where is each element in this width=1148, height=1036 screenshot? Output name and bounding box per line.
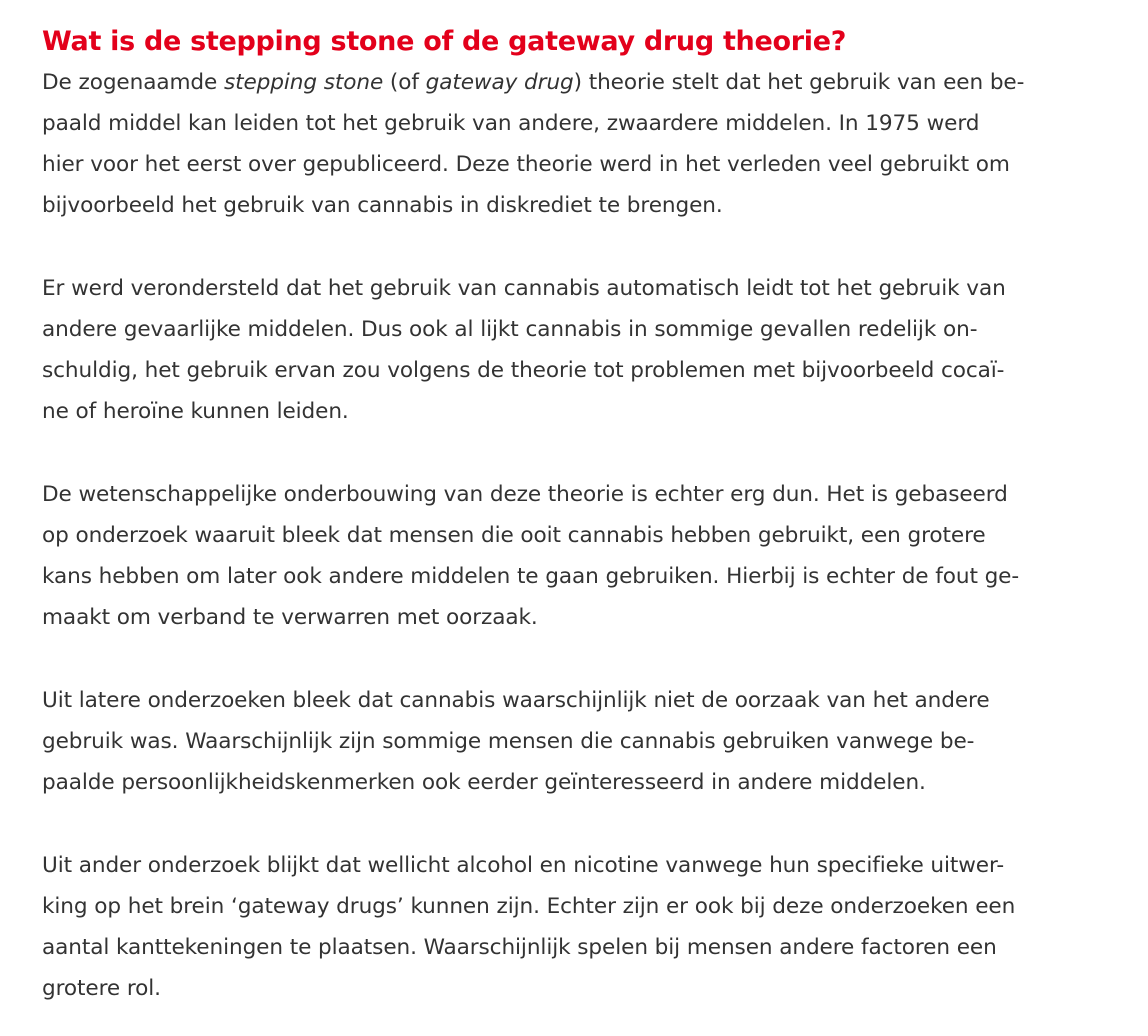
paragraph-line: bijvoorbeeld het gebruik van cannabis in diskrediet te brengen.: [42, 193, 723, 218]
paragraph-line: hier voor het eerst over gepubliceerd. Deze theorie werd in het verleden veel gebruikt om: [42, 152, 1010, 177]
paragraph-5: [42, 845, 1118, 1009]
paragraph-line: aantal kanttekeningen te plaatsen. Waarschijnlijk spelen bij mensen andere factoren een: [42, 935, 997, 960]
emphasis-term: gateway drug: [425, 70, 574, 95]
article: [42, 22, 1118, 1009]
article-heading: Wat is de stepping stone of de gateway drug theorie?: [42, 26, 847, 57]
paragraph-1: [42, 62, 1118, 226]
emphasis-term: stepping stone: [223, 70, 384, 95]
paragraph-line: Uit latere onderzoeken bleek dat cannabis waarschijnlijk niet de oorzaak van het andere: [42, 688, 990, 713]
paragraph-line: ne of heroïne kunnen leiden.: [42, 399, 349, 424]
paragraph-line: paald middel kan leiden tot het gebruik van andere, zwaardere middelen. In 1975 werd: [42, 111, 980, 136]
paragraph-line: grotere rol.: [42, 976, 161, 1001]
paragraph-line: Er werd verondersteld dat het gebruik van cannabis automatisch leidt tot het gebruik van: [42, 276, 1006, 301]
paragraph-line: gebruik was. Waarschijnlijk zijn sommige mensen die cannabis gebruiken vanwege be-: [42, 729, 975, 754]
paragraph-line: kans hebben om later ook andere middelen te gaan gebruiken. Hierbij is echter de fout ge-: [42, 564, 1020, 589]
paragraph-3: [42, 474, 1118, 638]
paragraph-2: [42, 268, 1118, 432]
paragraph-line: [42, 62, 1118, 103]
paragraph-line: Uit ander onderzoek blijkt dat wellicht alcohol en nicotine vanwege hun specifieke uitwer-: [42, 853, 1005, 878]
text-run: (of: [383, 70, 426, 95]
paragraph-line: paalde persoonlijkheidskenmerken ook eerder geïnteresseerd in andere middelen.: [42, 770, 926, 795]
paragraph-line: op onderzoek waaruit bleek dat mensen die ooit cannabis hebben gebruikt, een grotere: [42, 523, 986, 548]
text-run: De zogenaamde: [42, 70, 224, 95]
text-run: ) theorie stelt dat het gebruik van een be-: [573, 70, 1025, 95]
paragraph-line: schuldig, het gebruik ervan zou volgens de theorie tot problemen met bijvoorbeeld cocaï-: [42, 358, 1005, 383]
paragraph-4: [42, 680, 1118, 803]
paragraph-line: king op het brein ‘gateway drugs’ kunnen zijn. Echter zijn er ook bij deze onderzoeken een: [42, 894, 1016, 919]
paragraph-line: andere gevaarlijke middelen. Dus ook al lijkt cannabis in sommige gevallen redelijk on-: [42, 317, 978, 342]
paragraph-line: maakt om verband te verwarren met oorzaak.: [42, 605, 538, 630]
paragraph-line: De wetenschappelijke onderbouwing van deze theorie is echter erg dun. Het is gebaseerd: [42, 482, 1008, 507]
